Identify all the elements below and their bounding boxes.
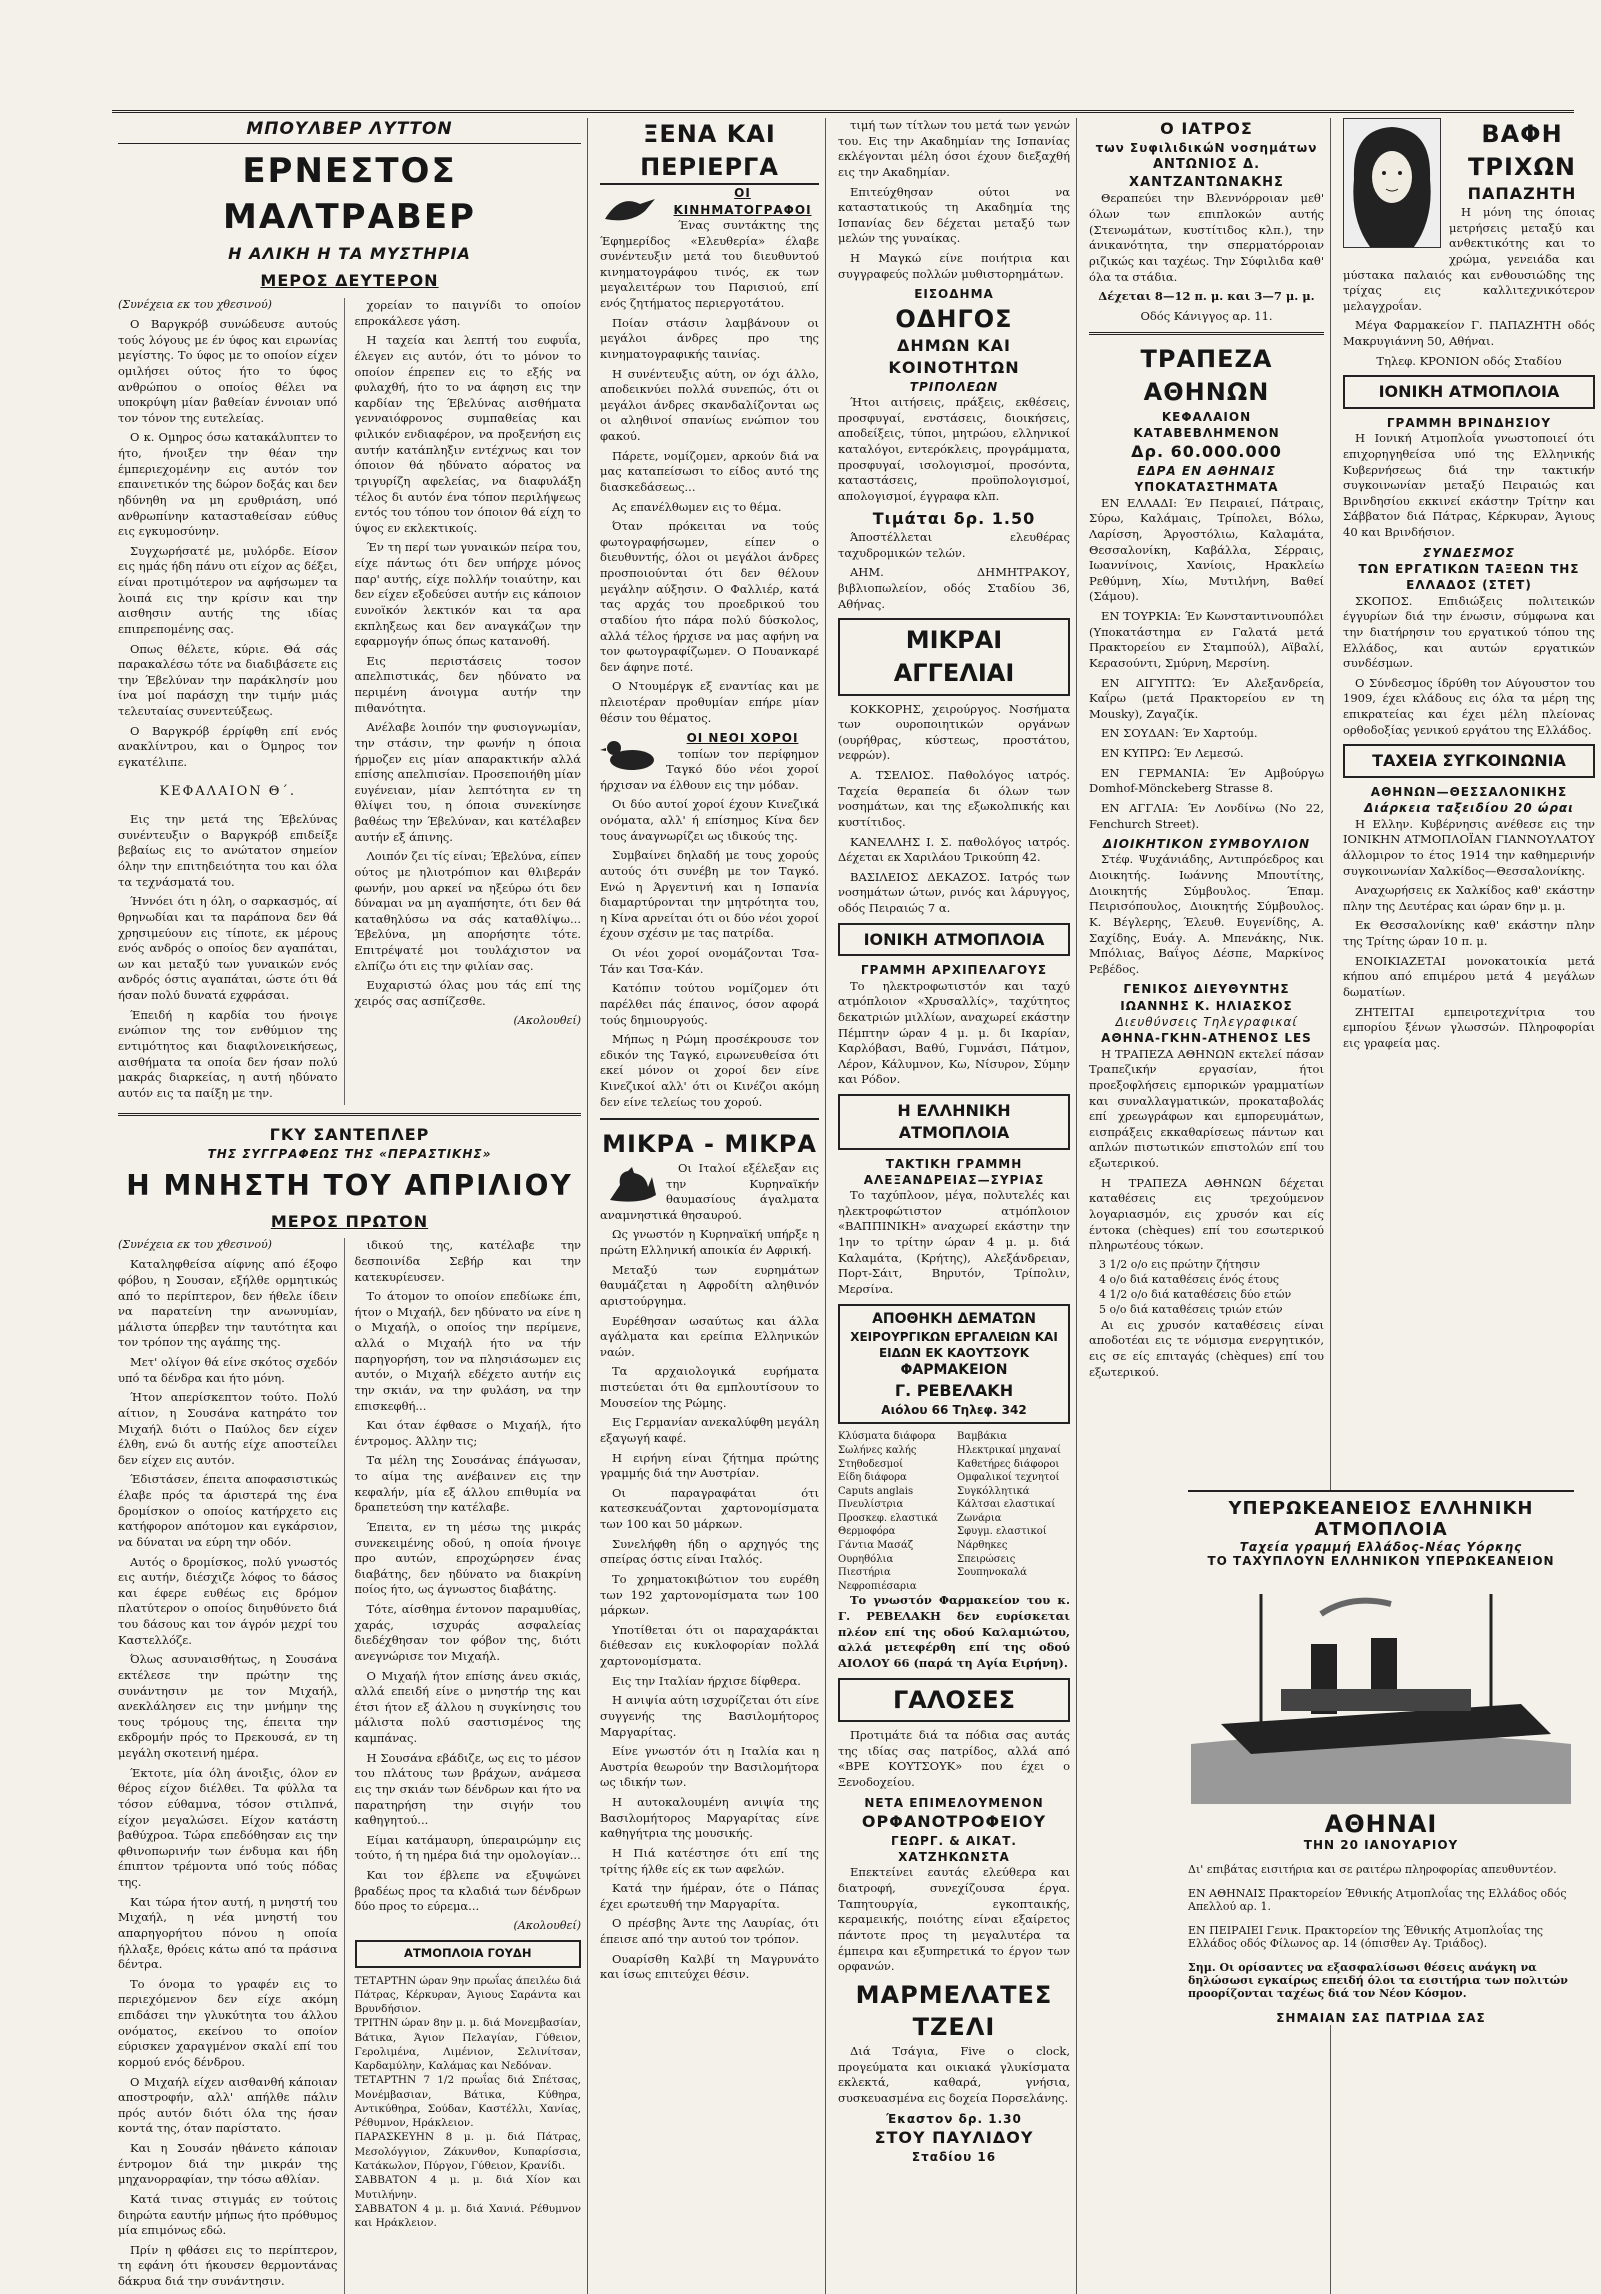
paragraph: Εις την Ιταλίαν ήρχισε δίφθερα.	[612, 1673, 801, 1688]
paragraph: Μεταξύ των ευρημάτων θαυμάζεται η Αφροδίτη αληθινόν αριστούργημα.	[600, 1262, 819, 1308]
item: Ηλεκτρικαί μηχαναί	[957, 1444, 1061, 1456]
paragraph: Όλως ασυναισθήτως, η Σουσάνα εκτέλεσε την πρώτην της συνάντησιν με τον Μιχαήλ, ανεκλάλησεν εις την μνήμην της τους τρόμους της, έπειτα την εκδρομήν πρός το Πρεκουσά, εν τη μεγάλη σκοτεινή ημέρα.	[118, 1652, 338, 1761]
paragraph: τιμή των τίτλων του μετά των γενών του. Εις την Ακαδημίαν της Ισπανίας εκλέγονται μέλη όσοι έχουν διεξαχθή εις την Ακαδημίαν.	[838, 118, 1070, 179]
paragraph: Ευρέθησαν ωσαύτως και άλλα αγάλματα και ερείπια Ελληνικών ναών.	[600, 1313, 819, 1359]
doctor-label: Ο ΙΑΤΡΟΣ	[1160, 119, 1253, 138]
paragraph: Επεκτείνει εαυτάς ελεύθερα και διατροφή, συνεχίζουσα έργα. Ταπητουργία, εγκοπταικής, κεραμεικής, ποιότης είναι εξαίρετος πάντοτε προς τη μεγαλυτέρα τα έμπειρα και εξυπηρετικά το έργον των ορφανών.	[838, 1865, 1070, 1974]
guide-subtitle: ΔΗΜΩΝ ΚΑΙ ΚΟΙΝΟΤΗΤΩΝ	[888, 336, 1020, 377]
paragraph: Εις Γερμανίαν ανεκαλύφθη μεγάλη εξαγωγή καφέ.	[600, 1415, 819, 1445]
guide-price: Τιμάται δρ. 1.50	[872, 509, 1036, 529]
paragraph: ΣΚΟΠΟΣ. Επιδιώξεις πολιτεικών έγγυρίων διά την ένωσιν, σύμφωνα και την διατήρησιν του εργατικού τόπου της Ελλάδος, και αυτών εργατικών συνδέσμων.	[1343, 593, 1595, 671]
divider	[1089, 332, 1324, 335]
paragraph: ΖΗΤΕΙΤΑΙ εμπειροτεχνίτρια του εμπορίου ξένων γλωσσών. Πληροφορίαι εις γραφεία μας.	[1343, 1004, 1595, 1050]
paragraph: Στέφ. Ψυχάνιάδης, Αντιπρόεδρος και Διοικητής. Ιωάννης Μπουτίτης, Διοικητής Σύμβουλος. Έπαμ. Πειρισόπουλος, Διοικητής Σύμβουλος. Κ. Βέγλερης, Έλευθ. Ευγενίδης, Α. Σαχίδης, Ευάγ. Α. Μπενάκης, Νικ. Μπόλιας, Βαΐγος Δέσπε, Μαρκίνος Ρεβέδος.	[1089, 852, 1324, 976]
orphanage-subtitle: ΓΕΩΡΓ. & ΑΙΚΑΤ. ΧΑΤΖΗΚΩΝΣΤΑ	[891, 1833, 1017, 1865]
paragraph: Μήπως η Ρώμη προσέκρουσε τον εδικόν της Ταγκό, ειρωνευθείσα ότι εκεί μόνον οι χοροί δεν είνε Κινεζικοί αλλ' ότι οι Κινέζοι ακόμη δεν είνε τελείως του χορού.	[600, 1032, 819, 1109]
paragraph: Ο Μιχαήλ ήτον επίσης άνευ σκιάς, αλλά επειδή είνε ο μνηστήρ της και έτσι ήτον εξ άλλου η συγκίνησις του μάλιστα πολύ σαστισμένος της καμπάνας.	[354, 1668, 581, 1746]
hair-dye-title: ΒΑΦΗ ΤΡΙΧΩΝ	[1468, 120, 1576, 181]
ad-line: ΣΑΒΒΑΤΟΝ 4 μ. μ. διά Χανιά. Ρέθυμνον και Ηράκλειον.	[354, 2202, 581, 2230]
item: Γάντια Μασάζ	[838, 1540, 914, 1552]
paragraph: Οι δύο αυτοί χοροί έχουν Κινεζικά ονόματα, αλλ' ή επίσημος Κίνα δεν τους άναγνωρίζει ως ιδικούς της.	[600, 797, 819, 843]
serial-title: ΕΡΝΕΣΤΟΣ ΜΑΛΤΡΑΒΕΡ	[223, 151, 476, 238]
paragraph: Υποτίθεται ότι οι παραχαράκται διέθεσαν εις κυκλοφορίαν πολλά χαρτονομίσματα.	[600, 1622, 819, 1669]
paragraph: Οι Ιταλοί εξέλεξαν εις την Κυρηναϊκήν θαυμασίους άγαλματα αναμνηστικά θησαυρού.	[600, 1160, 819, 1222]
cinemas-heading: ΟΙ ΚΙΝΗΜΑΤΟΓΡΑΦΟΙ	[673, 186, 812, 217]
paragraph: Έπειδή η καρδία του ήνοιγε ενώπιον της τον ενθύμιον της εντιμότητος και διαφιλονεικήσεως, αισθήματα τα οποία δεν ήσαν πολύ μακράς διαρκείας, η αυτή ηδύνατο αυτόν εις τα παίξη με την.	[118, 1007, 338, 1100]
serial-2-title: Η ΜΝΗΣΤΗ ΤΟΥ ΑΠΡΙΛΙΟΥ	[126, 1168, 573, 1202]
paragraph: Είνε γνωστόν ότι η Ιταλία και η Αυστρία θεωρούν την Βασιλομήτορα ως ιδικήν των.	[600, 1744, 819, 1790]
bank-branches-label: ΥΠΟΚΑΤΑΣΤΗΜΑΤΑ	[1134, 480, 1279, 495]
paragraph: Όταν πρόκειται να τούς φωτογραφήσωμεν, είπεν ο διευθυντής, όλοι οι μεγάλοι άνδρες προσποιούνται ότι δεν θέλουν μεγάλην αύξησιν. Ο Φαλλιέρ, κατά τας αρχάς του προεδρικού του σταδίου ήτο πάρα πολύ δύσκολος, αλλά τέλος ήρχισε να μας αφήνη να τον φωτογραφίζωμεν. Ο Πουανκαρέ δεν άφηνε ποτέ.	[600, 519, 819, 674]
serial-2-left	[118, 1238, 345, 2293]
item: Ομφαλικοί τεχνητοί	[957, 1472, 1060, 1484]
paragraph: ΚΟΚΚΟΡΗΣ, χειρούργος. Νοσήματα των ουροποιητικών οργάνων (ουρήθρας, κύστεως, προστάτου, νεφρών).	[838, 701, 1070, 763]
duck-icon	[600, 734, 660, 774]
paragraph: ΕΝ ΑΘΗΝΑΙΣ Πρακτορείον Έθνικής Ατμοπλοΐας της Ελλάδος οδός Απελλού αρ. 1.	[1188, 1887, 1567, 1913]
paragraph: Κατά την ήμέραν, ότε ο Πάπας έχει ερωτευθή την Μαργαρίτα.	[600, 1881, 819, 1911]
rate: 4 1/2 ο/ο διά καταθέσεις δύο ετών	[1099, 1287, 1292, 1301]
paragraph: ΕΝ ΑΓΓΛΙΑ: Έν Λονδίνω (No 22, Fenchurch Street).	[1089, 800, 1324, 831]
jams-address: Σταδίου 16	[911, 2149, 997, 2164]
items-left	[838, 1430, 951, 1593]
fast-link-duration: Διάρκεια ταξειδίου 20 ώραι	[1364, 801, 1574, 816]
paragraph: Άποστέλλεται ελευθέρας ταχυδρομικών τελών.	[838, 530, 1070, 560]
bank-board-label: ΔΙΟΙΚΗΤΙΚΟΝ ΣΥΜΒΟΥΛΙΟΝ	[1103, 837, 1310, 852]
bank-capital: Δρ. 60.000.000	[1131, 442, 1282, 462]
hair-dye-brand: ΠΑΠΑΖΗΤΗ	[1467, 184, 1577, 204]
paragraph: Είμαι κατάμαυρη, ύπεραιρώμην εις τούτο, ή τη ημέρα διά την ομολογίαν...	[354, 1832, 581, 1863]
paragraph: Κατόπιν τούτου νομίζομεν ότι παρέλθει πάς έπαινος, όσον αφορά τούς δημιουργούς.	[600, 981, 819, 1027]
serial-part: ΜΕΡΟΣ ΔΕΥΤΕΡΟΝ	[260, 271, 439, 291]
item: Caputs anglais	[838, 1485, 914, 1497]
column-3	[832, 118, 1077, 2294]
paragraph: Ο Βαργκρόβ συνώδευσε αυτούς τούς λόγους με έν ύφος και ειρωνίας μεγίστης. Το ύφος με το οποίον είχεν ομιλήσει ούτος ήτο το ύφος ανθρώπου ο οποίος θέλει να υποκρύψη μίαν βαθείαν έννοιαν υπό τον τόνον της ευτελείας.	[118, 317, 338, 425]
paragraph: Οι παραγραφάται ότι κατεσκευάζονται χαρτονομίσματα των 100 και 50 μάρκων.	[600, 1485, 819, 1532]
bank-title: ΤΡΑΠΕΖΑ ΑΘΗΝΩΝ	[1140, 345, 1273, 407]
paragraph: ΕΝ ΕΛΛΑΔΙ: Έν Πειραιεί, Πάτραις, Σύρω, Καλάμαις, Τρίπολει, Βόλω, Λαρίσση, Άργοστόλιω, Καλαμάτα, Θεσσαλονίκη, Καβάλλα, Σέρραις, Ιωαννίνοις, Χανίοις, Ηρακλείω Ρεθύμνη, Χίω, Μυτιλήνη, Βαθεί (Σάμου).	[1089, 495, 1324, 604]
paragraph: Έκτοτε, μία όλη άνοιξις, όλον εν θέρος είχον διέλθει. Τα φύλλα τα τόσον εύθαμνα, τόσον στιλπνά, είχον μεγαλώσει. Είχον κατάστη βαθύχροα. Τώρα επεδόθησαν εις την φθινοπωρινήν των ένδυμα και ήδη έπιπτον τρέμοντα υπό τούς πόδας της.	[118, 1765, 338, 1890]
warehouse-title: ΑΠΟΘΗΚΗ ΔΕΜΑΤΩΝ	[872, 1310, 1036, 1327]
pharmacy-label: ΦΑΡΜΑΚΕΙΟΝ	[900, 1362, 1008, 1379]
paragraph: Εις την μετά της Έβελύνας συνέντευξιν ο Βαργκρόβ επιδείξε βεβαίως εις το ανώτατον σημείον όλην την επιτηδειότητα του και όλα τα τεχνάσματά του.	[118, 812, 338, 889]
transatlantic-sub1: Ταχεία γραμμή Ελλάδος-Νέας Υόρκης	[1239, 1540, 1523, 1554]
paragraph: ΒΑΣΙΛΕΙΟΣ ΔΕΚΑΖΟΣ. Ιατρός των νοσημάτων ώτων, ρινός και λάρυγγος, οδός Πειραιώς 7 α.	[838, 869, 1070, 915]
paragraph: Το χρηματοκιβώτιον του ευρέθη των 192 χαρτονομίσματα των 100 μάρκων.	[600, 1571, 819, 1618]
paragraph: Μέγα Φαρμακείον Γ. ΠΑΠΑΖΗΤΗ οδός Μακρυγιάννη 50, Αθήναι.	[1343, 318, 1595, 348]
bank-telegraph-label: Διευθύνσεις Τηλεγραφικαί	[1115, 1015, 1298, 1030]
paragraph: Η ταχεία και λεπτή του ευφυΐα, έλεγεν εις αυτόν, ότι το μόνον το οποίον έπρεπεν εις το εξής να φυλαχθή, ήτο το να άφηση εις την καρδίαν της Έβελύνας αισθήματα γενναιόφρονος συμπαθείας και φιλικόν ενδιαφέρον, να προξενήση εις αυτήν κατάπληξιν εντέχνως και τον όποιον θά ηδύνατο αόρατος να τριγυρίζη αφελείας, να διαφυλάξη τέλος δι αυτόν ένα τόπον περιλήψεως εντός του τόπου τον όποιον θά είχη το ύψος εν εκλεκτικοίς.	[354, 333, 581, 535]
column-2	[594, 118, 826, 2294]
paragraph: Α. ΤΣΕΛΙΟΣ. Παθολόγος ιατρός. Ταχεία θεραπεία δι όλων των νοσημάτων, και της εξωκολπικής και κυστίτιδος.	[838, 768, 1070, 829]
rooster-icon	[600, 1165, 660, 1205]
paragraph: Αι εις χρυσόν καταθέσεις είναι αποδοτέαι εις τε νόμισμα ενεργητικόν, εις σε είς επιταγάς (chèques) επί του εξωτερικού.	[1089, 1317, 1324, 1379]
paragraph: ΕΝΟΙΚΙΑΖΕΤΑΙ μονοκατοικία μετά κήπου από επιμέρου μετά 4 μεγάλων δωματίων.	[1343, 953, 1595, 999]
paragraph: Συνελήφθη ήδη ο αρχηγός της σπείρας όστις είναι Ιταλός.	[600, 1536, 819, 1567]
fast-link-title: ΤΑΧΕΙΑ ΣΥΓΚΟΙΝΩΝΙΑ	[1343, 744, 1595, 778]
goudis-ad-lines	[355, 1974, 582, 2231]
paragraph: Καταληφθείσα αίφνης από έξοφο φόβου, η Σουσαν, εξήλθε ορμητικώς από το περίπτερον, δεν ήθελε ίδειν να παρατείνη την ανωνυμίαν, μάλιστα ύπερβεν την ταυτότητα και τον τρόπον της αγάπης της.	[118, 1257, 338, 1350]
ad-line: ΤΕΤΑΡΤΗΝ ώραν 9ην πρωΐας άπειλέω διά Πάτρας, Κέρκυραν, Άγιους Σαράντα και Βρυνδήσιον.	[354, 1974, 581, 2016]
paragraph: Η ΤΡΑΠΕΖΑ ΑΘΗΝΩΝ εκτελεί πάσαν Τραπεζικήν εργασίαν, ήτοι προεξοφλήσεις εμπορικών γραμματίων και συναλλαγματικών, προκαταβολάς επί χρεωγράφων και εμπορευμάτων, εισπράξεις εκκαθαρίσεως πάντων και απλών πιστωτικών επιστολών επί του εξωτερικού.	[1089, 1046, 1324, 1171]
paragraph: ΚΑΝΕΛΛΗΣ Ι. Σ. παθολόγος ιατρός. Δέχεται εκ Χαριλάου Τρικούπη 42.	[838, 834, 1070, 865]
paragraph: ΑΗΜ. ΔΗΜΗΤΡΑΚΟΥ, βιβλιοπωλείον, οδός Σταδίου 36, Αθήνας.	[838, 565, 1070, 611]
divider	[600, 1118, 819, 1120]
item: Συγκόλλητικά	[957, 1485, 1030, 1497]
paragraph: Αυτός ο δρομίσκος, πολύ γνωστός εις αυτήν, διέσχιζε λόφος το δάσος και έφερε ευθέως εις δρόμον πλατύτερον ο οποίος διηυθύνετο διά του δάσους και τον άγρόν μεχρί του Καστελλόζε.	[118, 1554, 338, 1647]
to-be-continued: (Ακολουθεί)	[513, 1013, 581, 1027]
serial-1-right	[355, 298, 582, 1105]
to-be-continued: (Ακολουθεί)	[513, 1918, 581, 1932]
serial-author: ΜΠΟΥΛΒΕΡ ΛΥΤΤΟΝ	[118, 118, 581, 144]
steamship-icon	[1188, 1574, 1574, 1804]
paragraph: Δι' επιβάτας εισιτήρια και σε ραιτέρω πληροφορίας απευθυντέον.	[1188, 1863, 1557, 1876]
item: Κλύσματα διάφορα	[838, 1431, 936, 1443]
guide-title: ΟΔΗΓΟΣ	[895, 304, 1013, 333]
paragraph: Σημ. Οι ορίσαντες να εξασφαλίσωσι θέσεις ανάγκη να δηλώσωσι εγκαίρως επειδή όλοι τα εισιτήρια των πολιτών προορίζονται ταχέως διά τον Νέον Κόσμον.	[1188, 1961, 1568, 2000]
paragraph: Μετ' ολίγον θά είνε σκότος σχεδόν υπό τα δένδρα και ήτο μόνη.	[118, 1355, 338, 1385]
paragraph: Το ηλεκτροφωτιστόν και ταχύ ατμόπλοιον «Χρυσαλλίς», ταχύτητος δεκατριών μιλλίων, αναχωρεί εκάστην Πέμπτην ώραν 4 μ. μ. δι Ικαρίαν, Καρλόβασι, Βαθύ, Γυμνάσι, Πάτμον, Λέρον, Κάλυμνον, Κω, Νίσυρον, Σύμην και Ρόδον.	[838, 978, 1070, 1087]
chapter-heading: ΚΕΦΑΛΑΙΟΝ Θ΄.	[159, 783, 297, 799]
paragraph: Το όνομα το γραφέν εις το περιεχόμενον δεν είχε ακόμη επιδάσει την γλυκύτητα του άλλου ονόματος, εκείνου το οποίον εύρισκεν χαραγμένον σκαλί επί του κορμού ενός δένδρου.	[118, 1976, 338, 2069]
classifieds-title: ΜΙΚΡΑΙ ΑΓΓΕΛΙΑΙ	[838, 618, 1070, 695]
paragraph: Η Σουσάνα εβάδιζε, ως εις το μέσον του πλάτους των βράχων, ανάμεσα εις την σκιάν των δένδρων και ήτο να παρατηρήση την σιγήν του καθηγητού...	[354, 1750, 581, 1828]
transatlantic-title: ΥΠΕΡΩΚΕΑΝΕΙΟΣ ΕΛΛΗΝΙΚΗ ΑΤΜΟΠΛΟΙΑ	[1228, 1498, 1534, 1540]
paragraph: Η Πιά κατέστησε ότι επί της τρίτης ήλθε είς εκ των αφελών.	[600, 1845, 819, 1876]
paragraph: ΕΝ ΠΕΙΡΑΙΕΙ Γενικ. Πρακτορείον της Έθνικής Ατμοπλοΐας της Ελλάδος οδός Φίλωνος αρ. 14 (όπισθεν Αγ. Τριάδος).	[1188, 1924, 1544, 1950]
serial-subtitle: Η ΑΛΙΚΗ Η ΤΑ ΜΥΣΤΗΡΙΑ	[228, 243, 471, 263]
item: Είδη διάφορα	[838, 1472, 907, 1484]
paragraph: Και η Σουσάν ηθάνετο κάποιαν έντρομον διά την μικράν της μηχανορραφίαν, την τόσω αθλίαν.	[118, 2141, 338, 2187]
paragraph: Τα μέλη της Σουσάνας έπάγωσαν, το αίμα της ανέβαινεν εις την κεφαλήν, μία εξ άλλου επιθυμία να δραπετεύση την κατέλαβε.	[354, 1453, 581, 1515]
galoshes-title: ΓΑΛΟΣΕΣ	[838, 1678, 1070, 1723]
serial-2-body	[118, 1238, 581, 2293]
item: Πιεστήρια	[838, 1567, 891, 1579]
paragraph: Ο Σύνδεσμος ίδρύθη τον Αύγουστον του 1909, έχει κλάδους εις όλα τα μέρη της επικρατείας και έχει μέλη πλείονας ορθοδοξίας γενικού εργάτου της Ελλάδος.	[1343, 675, 1595, 737]
paragraph: ΕΝ ΑΙΓΥΠΤΩ: Έν Αλεξανδρεία, Καΐρω (μετά Πρακτορείου εν τη Mousky), Ζαγαζίκ.	[1089, 675, 1324, 721]
item: Προσκεφ. ελαστικά	[838, 1512, 938, 1524]
top-rule	[112, 110, 1574, 113]
paragraph: ιδικού της, κατέλαβε την δεσποινίδα Σεβήρ και την κατεκυρίευσεν.	[354, 1238, 581, 1284]
paragraph: Η Ιονική Ατμοπλοΐα γνωστοποιεί ότι επιχορηγηθείσα υπό της Ελληνικής Κυβερνήσεως διά την τακτικήν συγκοινωνίαν μεταξύ Πειραιώς και Βρινδησίου εκκινεί εκάστην Τρίτην και Σάββατον διά Πάτρας, Κέρκυραν, Άγιους 40 και Βρινδήσιον.	[1343, 431, 1595, 540]
paragraph: Συγχωρήσατέ με, μυλόρδε. Είσον εις ημάς ήδη πάνυ οτι είχον ας δέξει, είναι προτιμότερον να αφήσωμεν τα λοιπά εις την κρίσιν και την αισθησιν αυτής της ιδίας επιπρεπομένης σας.	[118, 543, 338, 636]
paragraph: Ο Μιχαήλ είχεν αισθανθή κάποιαν αποστροφήν, αλλ' απήλθε πάλιν πρός αυτόν διότι όλα της ήσαν κοντά της, όταν παρίστατο.	[118, 2074, 338, 2136]
item: Νάρθηκες	[957, 1540, 1008, 1552]
bird-icon	[600, 189, 660, 229]
serial-2-right	[355, 1238, 582, 2293]
doctor-hours: Δέχεται 8—12 π. μ. και 3—7 μ. μ.	[1098, 289, 1315, 304]
paragraph: Το ταχύπλοον, μέγα, πολυτελές και ηλεκτροφώτιστον ατμόπλοιον «ΒΑΠΠΙΝΙΚΗ» αναχωρεί εκάστην την 1ην το τρίτην ώραν 4 μ. μ. διά Καλαμάτα, (Κρήτης), Αλεξάνδρειαν, Πορτ-Σάιτ, Βηρυτόν, Τρίπολιν, Μερσίνα.	[838, 1188, 1070, 1296]
transatlantic-footer: ΣΗΜΑΙΑΝ ΣΑΣ ΠΑΤΡΙΔΑ ΣΑΣ	[1276, 2011, 1486, 2025]
paragraph: Η ανιψία αύτη ισχυρίζεται ότι είνε συγγενής της Βασιλομήτορος Μαργαρίτας.	[600, 1693, 819, 1739]
transatlantic-ad	[1188, 1490, 1574, 2025]
paragraph: Ανέλαβε λοιπόν την φυσιογνωμίαν, την στάσιν, την φωνήν η όποια ήρμοζεν εις μίαν απαρακτικήν αλλά επίσης απελπισίαν. Προσεποιήθη μίαν ευγένειαν, μίαν λεπτότητα εν τη θλίψει του, η όποια συνεκίνησε βαθέως την Έβελύναν, και κατέλαβεν αυτήν εξ άπινης.	[354, 720, 581, 844]
item: Σουπηνοκαλά	[957, 1567, 1027, 1579]
rate: 5 ο/ο διά καταθέσεις τριών ετών	[1099, 1302, 1283, 1316]
divider	[118, 1113, 581, 1116]
ad-line: ΠΑΡΑΣΚΕΥΗΝ 8 μ. μ. διά Πάτρας, Μεσολόγγιον, Ζάκυνθον, Κυπαρίσσια, Κατάκωλον, Πύργον, Γύθειον, Κρανίδι.	[354, 2131, 581, 2172]
item: Βαμβάκια	[957, 1431, 1008, 1443]
small-news-header: ΜΙΚΡΑ - ΜΙΚΡΑ	[602, 1130, 817, 1159]
rate: 4 ο/ο διά καταθέσεις ένός έτους	[1099, 1272, 1280, 1286]
orphanage-title: ΟΡΦΑΝΟΤΡΟΦΕΙΟΥ	[861, 1812, 1047, 1831]
item: Ουρηθόλια	[838, 1553, 894, 1565]
pharmacist-name: Γ. ΡΕΒΕΛΑΚΗ	[894, 1381, 1014, 1401]
bank-gm: ΙΩΑΝΝΗΣ Κ. ΗΛΙΑΣΚΟΣ	[1120, 998, 1293, 1013]
paragraph: Έπειτα, εν τη μέσω της μικράς συνεκειμένης οδού, η οποία ήνοιγε προ αυτών, επροχώρησεν ένας διαβάτης, δεν ηδύνατο να διακρίνη ποίος ήτο, ως άγνωστος διαβάτης.	[354, 1519, 581, 1597]
transatlantic-sub2: ΤΟ ΤΑΧΥΠΛΟΥΝ ΕΛΛΗΝΙΚΟΝ ΥΠΕΡΩΚΕΑΝΕΙΟΝ	[1207, 1554, 1555, 1568]
serial-2-part: ΜΕΡΟΣ ΠΡΩΤΟΝ	[270, 1211, 429, 1231]
paragraph: Η ΤΡΑΠΕΖΑ ΑΘΗΝΩΝ δέχεται καταθέσεις εις τρεχούμενον λογαριασμόν, εις χρυσόν και είς έντοκα (chèques) επί του εσωτερικού πληρωτέους τόκων.	[1089, 1175, 1324, 1253]
sailing-date: ΤΗΝ 20 ΙΑΝΟΥΑΡΙΟΥ	[1303, 1838, 1459, 1852]
bank-seat: ΕΔΡΑ ΕΝ ΑΘΗΝΑΙΣ	[1137, 464, 1276, 479]
orphanage-pre: ΝΕΤΑ ΕΠΙΜΕΛΟΥΜΕΝΟΝ	[864, 1795, 1044, 1810]
item: Σωλήνες καλής	[838, 1444, 917, 1456]
hair-agent: Τηλεφ. ΚΡΟΝΙΟΝ οδός Σταδίου	[1376, 353, 1562, 368]
interest-rates	[1089, 1258, 1324, 1318]
paragraph: Οι νέοι χοροί ονομάζονται Τσα-Τάν και Τσα-Κάν.	[600, 946, 819, 976]
item: Στηθοδεσμοί	[838, 1458, 904, 1470]
ship-name: ΑΘΗΝΑΙ	[1324, 1810, 1438, 1838]
paragraph: Και όταν έφθασε ο Μιχαήλ, ήτο έντρομος. Άλλην τις;	[354, 1418, 581, 1448]
jams-shop: ΣΤΟΥ ΠΑΥΛΙΔΟΥ	[874, 2127, 1034, 2147]
ionian-subtitle: ΓΡΑΜΜΗ ΑΡΧΙΠΕΛΑΓΟΥΣ	[860, 963, 1048, 978]
paragraph: Θεραπεύει την Βλεννόρροιαν μεθ' όλων των επιπλοκών αυτής (Στενωμάτων, κυστίτιδος κλπ.), την άνικανότητα, την σπερματόρροιαν ριζικώς και ταχέως. Την Σύφιλιδα καθ' όλα τα στάδια.	[1089, 191, 1324, 284]
paragraph: Ο κ. Ομηρος όσω κατακάλυπτεν το ήτο, ήνοιξεν την θέαν την έμπεριεχομένην εις αυτόν τον επαινετικόν της δώρον δοξάς και δεν ηδύνηθη να μη ερυθριάση, υπό ανθρωπίνην κατασταθείσαν εύθυς εις εγκυμοσύνην.	[118, 430, 338, 539]
jams-brand: ΤΖΕΛΙ	[912, 2013, 996, 2042]
item: Καθετήρες διάφοροι	[957, 1458, 1060, 1470]
paragraph: Η Ελλην. Κυβέρνησις ανέθεσε εις την ΙΟΝΙΚΗΝ ΑΤΜΟΠΛΟΪΑΝ ΓΙΑΝΝΟΥΛΑΤΟΥ άλλομιρον το έτος 1914 την καθημερινήν συγκοινωνίαν Χαλκίδος—Θεσσαλονίκης.	[1343, 816, 1595, 878]
paragraph: Ως γνωστόν η Κυρηναϊκή υπήρξε η πρώτη Ελληνική αποικία έν Αφρική.	[600, 1227, 819, 1258]
paragraph: χορείαν το παιγνίδι το οποίον επροκάλεσε γάση.	[354, 298, 581, 328]
item: Ζωνάρια	[957, 1512, 1002, 1524]
paragraph: Έδιστάσεν, έπειτα αποφασιστικώς έλαβε πρός τα άριστερά της ένα δρομίσκον ο οποίος κατήρχετο εις κατήφορον απότομον και εγκάρσιον, να δύναται να εύρη την οδόν.	[118, 1472, 338, 1549]
paragraph: ΕΝ ΚΥΠΡΩ: Έν Λεμεσώ.	[1101, 746, 1244, 761]
serial-1-left	[118, 298, 345, 1105]
pharmacy-address: Αιόλου 66 Τηλεφ. 342	[881, 1403, 1027, 1417]
paragraph: Ας επανέλθωμεν εις το θέμα.	[612, 499, 782, 514]
ionian2-title: ΙΟΝΙΚΗ ΑΤΜΟΠΛΟΙΑ	[1343, 375, 1595, 409]
hellenic-title: Η ΕΛΛΗΝΙΚΗ ΑΤΜΟΠΛΟΙΑ	[838, 1094, 1070, 1150]
paragraph: Ο πρέσβης Άντε της Λαυρίας, ότι έπεισε από την αυτού τον τρόπον.	[600, 1916, 819, 1947]
paragraph: Ο Βαργκρόβ έρρίφθη επί ενός ανακλίντρου, και ο Όμηρος τον εγκατέλιπε.	[118, 723, 338, 769]
paragraph: Η ειρήνη είναι ζήτημα πρώτης γραμμής διά την Αυστρίαν.	[600, 1450, 819, 1481]
serial-2-author: ΓΚΥ ΣΑΝΤΕΠΛΕΡ	[269, 1125, 430, 1145]
serial-2-author-line: ΤΗΣ ΣΥΓΓΡΑΦΕΩΣ ΤΗΣ «ΠΕΡΑΣΤΙΚΗΣ»	[207, 1147, 492, 1162]
paragraph: Αναχωρήσεις εκ Χαλκίδος καθ' εκάστην πλην της Δευτέρας και ώραν 6ην μ. μ.	[1343, 883, 1595, 913]
goudis-ad-title: ΑΤΜΟΠΛΟΙΑ ΓΟΥΔΗ	[355, 1940, 582, 1968]
paragraph: Ήννόει ότι η όλη, ο σαρκασμός, αί θρηνωδίαι και τα παράπονα δεν θά χρησιμεύουν εις τίποτε, εκ μέρους ενός ανδρός ο οποίος δεν αγαπάται, ων και μεταξύ των γυναικών ενός ανδρός όστις αγαπάται, ώστε ότι θά ήσαν πολύ δυνατά εχφράσαι.	[118, 894, 338, 1003]
paragraph: ΕΝ ΣΟΥΔΑΝ: Έν Χαρτούμ.	[1101, 726, 1258, 741]
paragraph: Η Μαγκώ είνε ποιήτρια και συγγραφεύς πολλών μυθιστορημάτων.	[838, 251, 1070, 281]
new-dances-heading: ΟΙ ΝΕΟΙ ΧΟΡΟΙ	[686, 731, 799, 746]
paragraph: Προτιμάτε διά τα πόδια σας αυτάς της ιδίας σας πατρίδος, αλλά από «ΒΡΕ ΚΟΥΤΣΟΥΚ» που έχει ο Ξενοδοχείου.	[838, 1728, 1070, 1790]
curiosities-header: ΞΕΝΑ ΚΑΙ ΠΕΡΙΕΡΓΑ	[600, 118, 819, 185]
paragraph: Κατά τινας στιγμάς εν τούτοις διηρώτα εαυτήν μήπως ήτο πρόθυμος μία επιμόνως εδώ.	[118, 2191, 338, 2238]
paragraph: Ποίαν στάσιν λαμβάνουν οι μεγάλοι άνδρες προ της κινηματογραφικής ταινίας.	[600, 315, 819, 361]
doctor-name: ΑΝΤΩΝΙΟΣ Δ. ΧΑΝΤΖΑΝΤΩΝΑΚΗΣ	[1129, 157, 1284, 190]
fast-link-subtitle: ΑΘΗΝΩΝ—ΘΕΣΣΑΛΟΝΙΚΗΣ	[1370, 785, 1568, 799]
paragraph: Το άτομον το οποίον επεδίωκε έπι, ήτον ο Μιχαήλ, δεν ηδύνατο να είνε η ο Μιχαήλ, ο οποίος την περίμενε, αλλά ο Μιχαήλ ήτο να τήν παρηγορήση, τον να πλησιάσωμεν εις αυτόν, ο Μιχαήλ εδέχετο αυτήν εις την σκιάν, να την φυλάση, να την επισκεφθή...	[354, 1289, 581, 1413]
paragraph: Η συνέντευξις αύτη, ον όχι άλλο, αποδεικνύει πολλά συνεπώς, ότι οι μεγάλοι άνδρες σκανδαλίζονται ως οι αληθινοί σπανίως ενώπιον του φακού.	[600, 366, 819, 443]
hellenic-subtitle: ΤΑΚΤΙΚΗ ΓΡΑΜΜΗ ΑΛΕΞΑΝΔΡΕΙΑΣ—ΣΥΡΙΑΣ	[863, 1156, 1045, 1187]
woman-portrait-icon	[1343, 118, 1441, 248]
paragraph: Ήτον απερίσκεπτον τούτο. Πολύ αίτιον, η Σουσάνα κατηράτο τον Μιχαήλ διότι ο Παύλος δεν είχεν έλθη, ενώ δι αυτής είχε αποστείλει δεν είχεν εις αυτόν.	[118, 1390, 338, 1467]
paragraph: Ήτοι αιτήσεις, πράξεις, εκθέσεις, προσφυγαί, ενστάσεις, διοικήσεις, αποδείξεις, τύποι, μητρώου, ελληνικοί καταλόγοι, εντερόκλεις, προγράμματα, προσφυγαί, ισολογισμοί, προσόντα, καταστάσεις, προϋπολογισμοί, απολογισμοί, έγγραφα κλπ.	[838, 395, 1070, 503]
paragraph: ΕΝ ΤΟΥΡΚΙΑ: Έν Κωνσταντινουπόλει (Υποκατάστημα εν Γαλατά μετά Πρακτορείου εν Σταμπούλ), Αϊβαλί, Κερασούντι, Σμύρνη, Μερσίνη.	[1089, 609, 1324, 670]
paragraph: Τότε, αίσθημα έντονον παραμυθίας, χαράς, ισχυράς ασφαλείας διεδέχθησαν τον φόβον της, διότι ανεγνώρισε τον Μιχαήλ.	[354, 1602, 581, 1663]
union-title: ΤΩΝ ΕΡΓΑΤΙΚΩΝ ΤΑΞΕΩΝ ΤΗΣ ΕΛΛΑΔΟΣ (ΣΤΕΤ)	[1358, 562, 1580, 593]
ad-line: ΣΑΒΒΑΤΟΝ 4 μ. μ. διά Χίον και Μυτιλήνην.	[354, 2174, 581, 2201]
section-label: ΕΙΣΟΔΗΜΑ	[914, 287, 994, 302]
ad-line: ΤΕΤΑΡΤΗΝ 7 1/2 πρωΐας διά Σπέτσας, Μονέμβασιαν, Βάτικα, Κύθηρα, Αντικύθηρα, Σούδαν, Καστέλλι, Χανίας, Ρέθυμνον, Ηράκλειον.	[354, 2074, 581, 2130]
jams-title: ΜΑΡΜΕΛΑΤΕΣ	[855, 1980, 1053, 2009]
column-1	[112, 118, 588, 2294]
continuation-note: (Συνέχεια εκ του χθεσινού)	[118, 298, 272, 312]
union-pre: ΣΥΝΔΕΣΜΟΣ	[1423, 545, 1515, 560]
paragraph: Διά Τσάγια, Five o clock, προγεύματα και οικιακά γλυκίσματα εκλεκτά, καθαρά, γνήσια, συσκευασμένα εις δοχεία Πορσελάνης.	[838, 2044, 1070, 2105]
paragraph: Και τώρα ήτον αυτή, η μνηστή του Μιχαήλ, η νέα μνηστή του απαρηγορήτου πόνου η οποία ήλλαξε, θρόεις κάτω από τα πράσινα δέντρα.	[118, 1894, 338, 1972]
ad-line: ΤΡΙΤΗΝ ώραν 8ην μ. μ. διά Μονεμβασίαν, Βάτικα, Άγιον Πελαγίαν, Γύθειον, Γερολιμένα, Λιμένιον, Σελινίτσαν, Καρδαμύλην, Καλάμας και Νεδόναν.	[354, 2017, 581, 2073]
paragraph: Η αυτοκαλουμένη ανιψία της Βασιλομήτορος Μαργαρίτας είνε καθηγήτρια της μουσικής.	[600, 1795, 819, 1841]
item: Πνευλίστρια	[838, 1499, 904, 1511]
doctor-speciality: των ΣυφιλιδικώΝ νοσημάτων	[1095, 140, 1318, 155]
pharmacy-items	[838, 1430, 1070, 1593]
guide-subtitle-2: ΤΡΙΠΟΛΕΩΝ	[909, 379, 999, 394]
bank-telegraph: ΑΘΗΝΑ-ΓΚΗΝ-ΑΤΗΕΝΟΣ LES	[1101, 1031, 1312, 1046]
paragraph: Και τον έβλεπε να εξυψώνει βραδέως προς τα κλαδιά των δένδρων δύο προς το εύρεμα...	[354, 1868, 581, 1914]
paragraph: Τα αρχαιολογικά ευρήματα πιστεύεται ότι θα εμπλουτίσουν το Μουσείον της Ρώμης.	[600, 1364, 819, 1410]
paragraph: Πάρετε, νομίζομεν, αρκούν διά να μας καταπείσωσι το είδος αυτό της διασκεδάσεως...	[600, 448, 819, 494]
paragraph: Το γνωστόν Φαρμακείον του κ. Γ. ΡΕΒΕΛΑΚΗ δεν ευρίσκεται πλέον επί της οδού Καλαμιώτου, αλλά μετεφέρθη επί της οδού ΑΙΟΛΟΥ 66 (παρά τη Αγία Ειρήνη).	[838, 1593, 1070, 1670]
paragraph: Ευχαριστώ όλας μου τάς επί της χειρός σας ασπίζεσθε.	[354, 978, 581, 1008]
item: Κάλτσαι ελαστικαί	[957, 1499, 1056, 1511]
item: Σφυγμ. ελαστικοί	[957, 1526, 1047, 1538]
doctor-address: Οδός Κάνιγγος αρ. 11.	[1140, 308, 1273, 323]
warehouse-subtitle: ΧΕΙΡΟΥΡΓΙΚΩΝ ΕΡΓΑΛΕΙΩΝ ΚΑΙ ΕΙΔΩΝ ΕΚ ΚΑΟΥΤΣΟΥΚ	[850, 1329, 1058, 1360]
paragraph: ΕΝ ΓΕΡΜΑΝΙΑ: Έν Αμβούργω Domhof-Mönckeberg Strasse 8.	[1089, 765, 1324, 796]
paragraph: Λοιπόν ζει τίς είναι; Έβελύνα, είπεν ούτος με ηλιοτρόπιον και θλιβεράν φωνήν, μου αρκεί να ηξεύρω ότι δεν δύναμαι να μη αγαπήσητε, ότι δεν θά καταθηλύσω να σάς καταθλίψω... Έβελύνα, μη απορήσητε τότε. Επιτρέψατέ μοι τουλάχιστον να ελπίζω ότι εις την φιλίαν σας.	[354, 849, 581, 973]
paragraph: Οπως θέλετε, κύριε. Θά σάς παρακαλέσω τότε να διαδιβάσετε εις την Έβελύναν την παράκλησίν μου ίνα μοί παράσχη την τιμήν μιάς τελευταίας συνεντεύξεως.	[118, 641, 338, 719]
paragraph: Έν τη περί των γυναικών πείρα του, είχε πάντως ότι δεν υπήρχε μόνος παρ' αυτής, είχε πολλήν τοιαύτην, και δεν είχεν εξοδεύσει αυτήν εις κάποιον ευνοϊκόν λεκτικόν και τα αρα εκπληξεως και δεν αναγκάζων την εφαρμογήν όπως όπως κατανοθή.	[354, 540, 581, 649]
serial-1-body	[118, 298, 581, 1105]
paragraph: τοπίων τον περίφημον Ταγκό δύο νέοι χοροί ήρχισαν να έλθουν εις την μόδαν.	[600, 746, 819, 792]
item: Θερμοφόρα	[838, 1526, 896, 1538]
ionian2-subtitle: ΓΡΑΜΜΗ ΒΡΙΝΔΗΣΙΟΥ	[1386, 416, 1552, 430]
paragraph: Επιτεύχθησαν ούτοι να καταστατικούς τη Ακαδημία της Ισπανίας δεν δέχεται μεταξύ των μελών της γυναίκας.	[838, 184, 1070, 246]
paragraph: Πρίν η φθάσει εις το περίπτερον, τη εφάνη ότι ήκουσεν θερμοντάνας δάκρυα διά την συνάντησιν.	[118, 2242, 338, 2289]
paragraph: Ένας συντάκτης της Έφημερίδος «Ελευθερία» έλαβε συνέντευξιν μετά του διευθυντού κινηματογράφου τινός, εκ των μεγαλειτέρων του Παρισιού, επί ενός ζητήματος περιεργοτάτου.	[600, 217, 819, 310]
item: Σπειρώσεις	[957, 1553, 1016, 1565]
item: Νεφροπιέσαρια	[838, 1580, 917, 1592]
paragraph: Εκ Θεσσαλονίκης καθ' εκάστην πλην της Τρίτης ώραν 10 π. μ.	[1343, 918, 1595, 948]
paragraph: Ουαρίσθη Καλβί τη Μαγρυνάτο και ίσως επιτεύχει θέσιν.	[600, 1951, 819, 1982]
ionian-title: ΙΟΝΙΚΗ ΑΤΜΟΠΛΟΙΑ	[838, 923, 1070, 957]
rate: 3 1/2 ο/ο εις πρώτην ζήτησιν	[1099, 1257, 1261, 1271]
jams-price: Έκαστον δρ. 1.30	[886, 2111, 1022, 2126]
bank-gm-label: ΓΕΝΙΚΟΣ ΔΙΕΥΘΥΝΤΗΣ	[1123, 982, 1290, 997]
bank-capital-label: ΚΕΦΑΛΑΙΟΝ ΚΑΤΑΒΕΒΛΗΜΕΝΟΝ	[1133, 409, 1280, 440]
paragraph: Ο Ντουμέργκ εξ εναντίας και με πλειοτέραν προθυμίαν επήρε μίαν θέσιν του θέματος.	[600, 679, 819, 725]
continuation-note: (Συνέχεια εκ του χθεσινού)	[118, 1238, 272, 1252]
paragraph: Η μόνη της όποιας μετρήσεις μεταξύ και ανθεκτικότης και το χρώμα, γενειάδα και μύστακα παλαιός και ενθουσιώδης της τρίχας εις καλλιτεχνικότερον μελαγχροΐαν.	[1343, 205, 1595, 313]
paragraph: Συμβαίνει δηλαδή με τους χορούς αυτούς ότι συνέβη με τον Ταγκό. Ενώ η Άργεντινή και η Ισπανία διαμαρτύρονται την μητρότητα του, η Κίνα αρνείται ότι οι δύο νέοι χοροί έχουν σχέσιν με τας πατρίδα.	[600, 848, 819, 941]
paragraph: Εις περιστάσεις τοσον απελπιστικάς, δεν ηδύνατο να περιμένη άνοιγμα αυτήν την πιθανότητα.	[354, 653, 581, 715]
warehouse-ad	[838, 1304, 1070, 1425]
items-right	[957, 1430, 1070, 1593]
